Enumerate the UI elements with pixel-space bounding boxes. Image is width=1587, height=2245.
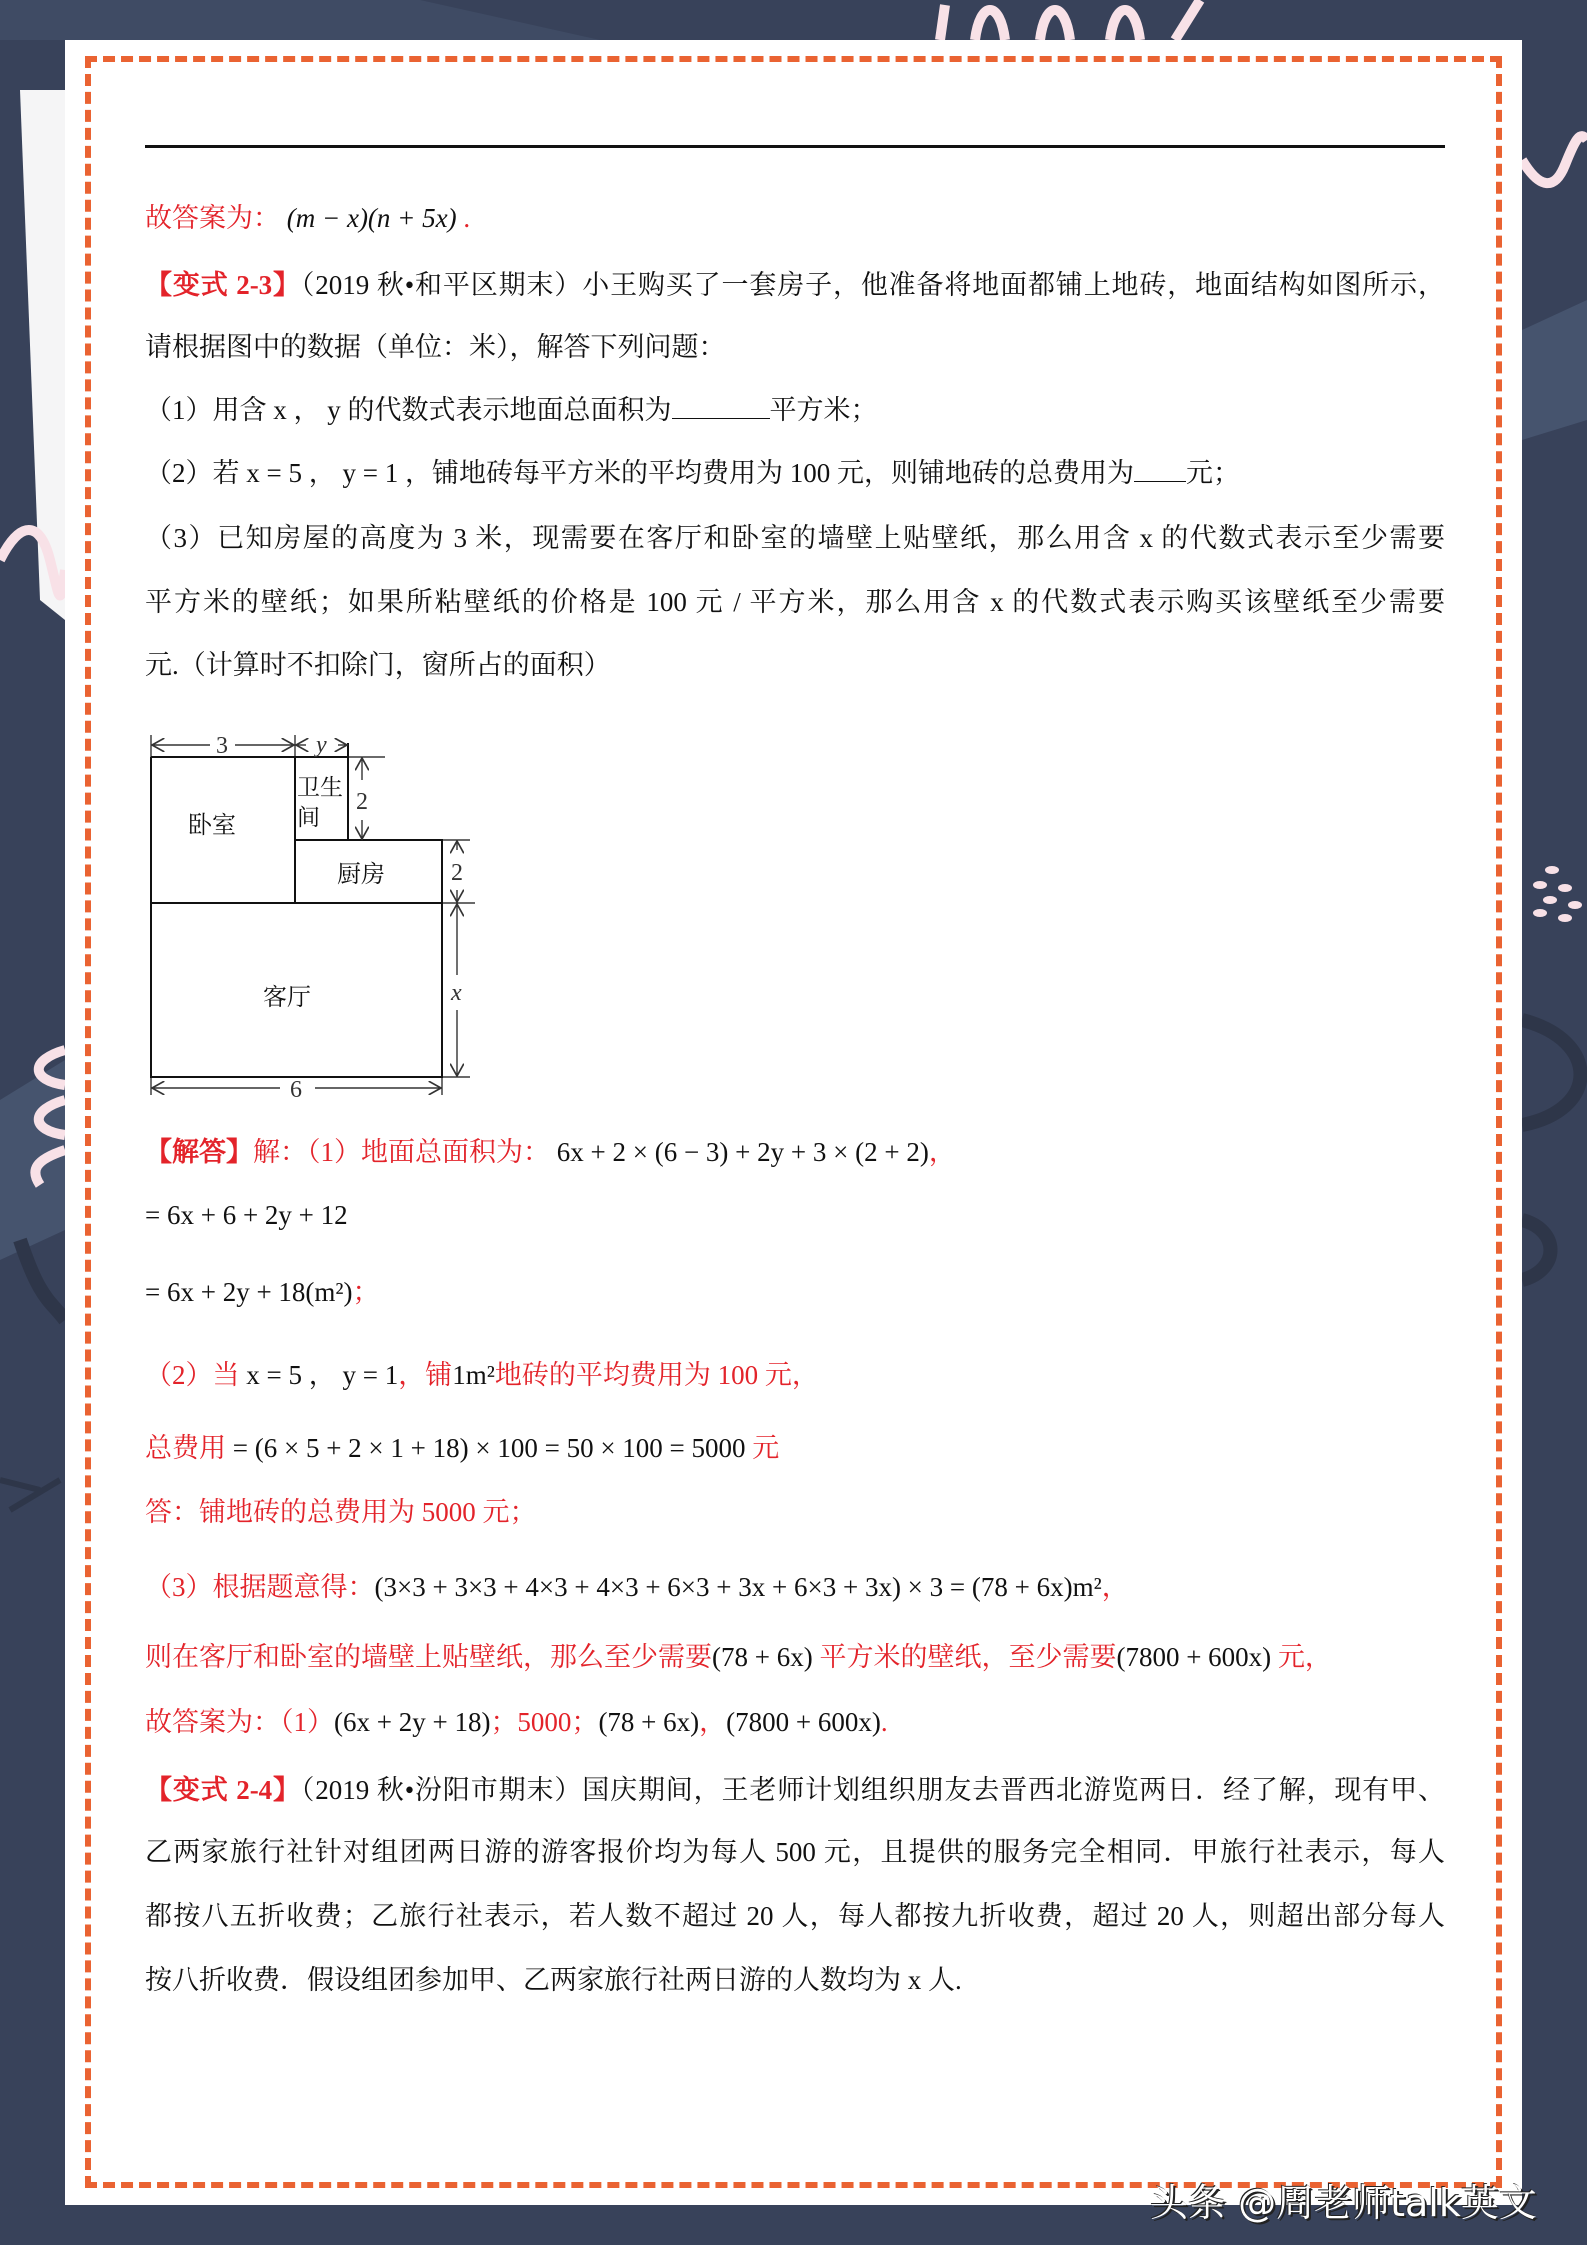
question-2-unit: 元；: [1185, 458, 1240, 488]
question-2: [145, 456, 1445, 490]
problem-2-4-source: （2019 秋•汾阳市期末）: [300, 1775, 583, 1805]
solution-step-2: = 6x + 6 + 2y + 12: [145, 1200, 348, 1230]
watermark: 头条 @周老师talk英文: [1150, 2181, 1537, 2225]
solution-part3-line: [145, 1570, 1445, 1604]
prev-answer-expr: (m − x)(n + 5x): [286, 203, 457, 233]
dim-living-height: x: [451, 980, 462, 1006]
solution-total-label: 总费用: [145, 1433, 226, 1463]
prev-answer-label: 故答案为：: [145, 203, 280, 233]
question-1-blank[interactable]: [672, 394, 770, 419]
dim-top-left: 3: [216, 733, 228, 759]
final-answer-1: (6x + 2y + 18): [334, 1707, 491, 1737]
solution-part3-text-b: 平方米的壁纸，至少需要: [819, 1642, 1117, 1672]
dim-bottom: 6: [290, 1077, 302, 1103]
question-1-unit: 平方米；: [769, 395, 878, 425]
solution-part2-line: [145, 1358, 1445, 1392]
solution-part3-expr: (3×3 + 3×3 + 4×3 + 4×3 + 6×3 + 3x + 6×3 + 3x) × 3 = (78 + 6x)m²: [374, 1572, 1102, 1602]
dim-bath-height: 2: [356, 789, 368, 815]
solution-part3-end: ，: [1101, 1572, 1129, 1602]
solution-part1-label: 解：（1）地面总面积为：: [253, 1137, 550, 1167]
problem-2-3-tag: 【变式 2-3】: [145, 270, 301, 300]
solution-part2-answer: 答：铺地砖的总费用为 5000 元；: [145, 1497, 537, 1527]
solution-step-3-expr: = 6x + 2y + 18(m²): [145, 1277, 353, 1307]
solution-part2-unit: 1m²: [452, 1360, 495, 1390]
final-answer-2: ；5000；: [490, 1707, 599, 1737]
solution-part1-end: ，: [928, 1137, 956, 1167]
problem-2-3-line-2: 请根据图中的数据（单位：米），解答下列问题：: [145, 332, 726, 362]
solution-part3-label: （3）根据题意得：: [145, 1572, 375, 1602]
solution-part3-expr1: (78 + 6x): [712, 1642, 813, 1672]
floor-plan-svg: [140, 725, 480, 1105]
solution-part1-expr: 6x + 2 × (6 − 3) + 2y + 3 × (2 + 2): [556, 1137, 929, 1167]
solution-part2-label: （2）当: [145, 1360, 240, 1390]
problem-2-3-line-1: [145, 268, 1445, 302]
solution-part3-conclusion: [145, 1640, 1445, 1674]
problem-2-4-line-4: 按八折收费．假设组团参加甲、乙两家旅行社两日游的人数均为 x 人.: [145, 1965, 962, 1995]
header-rule: [145, 145, 1445, 148]
room-bathroom-line1: 卫生: [297, 775, 343, 801]
prev-answer-line: [145, 201, 1445, 235]
solution-total-line: [145, 1431, 1445, 1465]
room-bathroom-line2: 间: [297, 805, 320, 831]
dim-top-right: y: [316, 732, 327, 758]
problem-2-4-line-3: 都按八五折收费；乙旅行社表示，若人数不超过 20 人，每人都按九折收费，超过 20 人，则超出部分每人: [145, 1901, 1445, 1931]
dim-kitchen-height: 2: [451, 860, 463, 886]
final-answer-4: (7800 + 600x): [726, 1707, 881, 1737]
solution-part3-expr2: (7800 + 600x): [1116, 1642, 1272, 1672]
floor-plan-diagram: [140, 725, 480, 1105]
question-2-text: （2）若 x = 5 ， y = 1 ，铺地砖每平方米的平均费用为 100 元，则铺地砖的总费用为: [145, 458, 1134, 488]
solution-line-1: [145, 1135, 1445, 1169]
problem-2-4-line-1: [145, 1773, 1445, 1807]
problem-2-3-source: （2019 秋•和平区期末）: [300, 270, 583, 300]
solution-total-unit: 元: [752, 1433, 780, 1463]
room-living: 客厅: [263, 983, 311, 1011]
question-1: [145, 393, 1445, 427]
solution-step-3: [145, 1275, 1445, 1309]
solution-part2-expr: x = 5 ， y = 1: [246, 1360, 399, 1390]
prev-answer-end: .: [463, 203, 471, 233]
final-answer-sep: ，: [699, 1707, 727, 1737]
room-bedroom: 卧室: [188, 811, 236, 839]
problem-2-4-tag: 【变式 2-4】: [145, 1775, 301, 1805]
solution-step-3-end: ；: [352, 1277, 380, 1307]
solution-total-expr: = (6 × 5 + 2 × 1 + 18) × 100 = 50 × 100 = 5000: [232, 1433, 746, 1463]
problem-2-4-text-1: 国庆期间，王老师计划组织朋友去晋西北游览两日．经了解，现有甲、: [582, 1775, 1446, 1805]
question-3-line-3: 元.（计算时不扣除门，窗所占的面积）: [145, 650, 611, 680]
question-2-blank[interactable]: [1134, 457, 1186, 482]
solution-tag: 【解答】: [145, 1137, 253, 1167]
final-answer-line: [145, 1705, 1445, 1739]
question-3-line-1: （3）已知房屋的高度为 3 米，现需要在客厅和卧室的墙壁上贴壁纸，那么用含 x 的代数式表示至少需要: [145, 523, 1445, 553]
solution-part2-text-c: 地砖的平均费用为 100 元，: [494, 1360, 819, 1390]
room-kitchen: 厨房: [337, 860, 385, 888]
solution-part3-text-c: 元，: [1277, 1642, 1332, 1672]
question-3-line-2: 平方米的壁纸；如果所粘壁纸的价格是 100 元 / 平方米，那么用含 x 的代数式表示购买该壁纸至少需要: [145, 587, 1445, 617]
final-answer-3: (78 + 6x): [598, 1707, 700, 1737]
problem-2-3-text-1: 小王购买了一套房子，他准备将地面都铺上地砖，地面结构如图所示，: [582, 270, 1446, 300]
final-answer-label: 故答案为：（1）: [145, 1707, 334, 1737]
final-answer-end: .: [880, 1707, 888, 1737]
solution-part2-text-b: ，铺: [398, 1360, 453, 1390]
solution-part3-text-a: 则在客厅和卧室的墙壁上贴壁纸，那么至少需要: [145, 1642, 712, 1672]
question-1-text: （1）用含 x ， y 的代数式表示地面总面积为: [145, 395, 672, 425]
problem-2-4-line-2: 乙两家旅行社针对组团两日游的游客报价均为每人 500 元，且提供的服务完全相同．甲旅行社表示，每人: [145, 1837, 1445, 1867]
